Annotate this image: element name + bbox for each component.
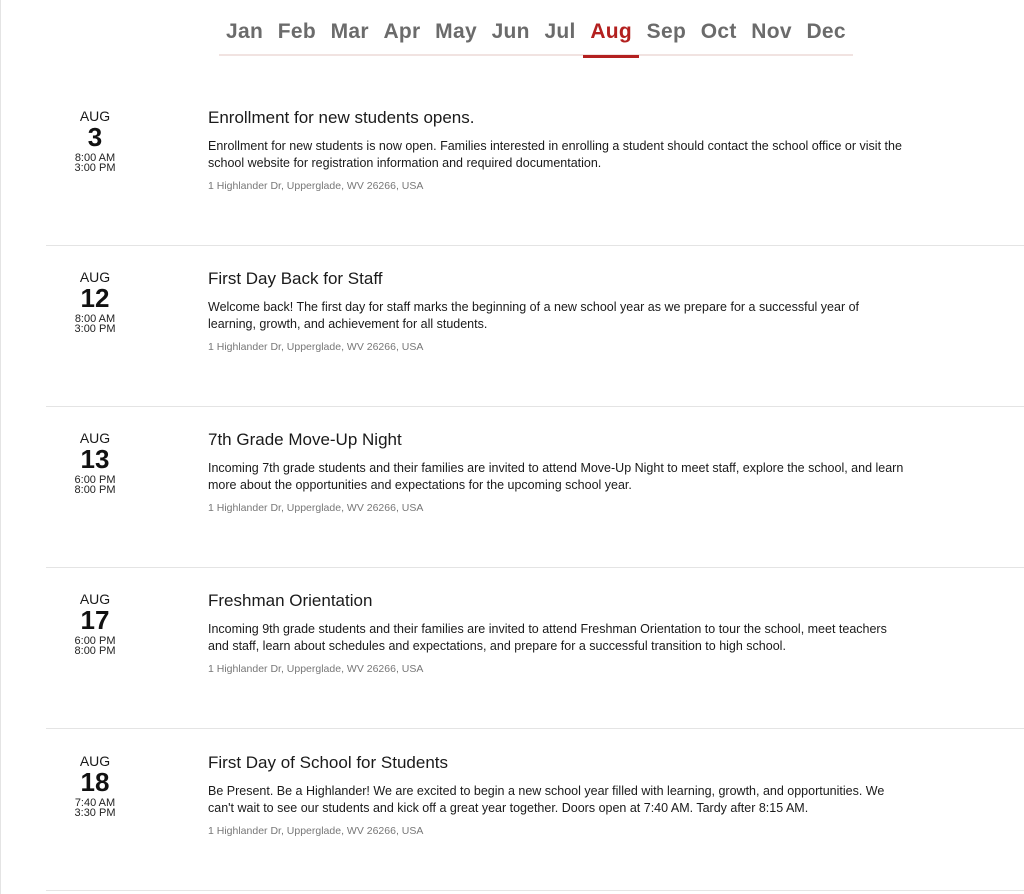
event-end-time: 3:00 PM [74, 323, 116, 335]
tab-mar[interactable]: Mar [330, 20, 369, 43]
event-date [46, 591, 144, 656]
event-description: Welcome back! The first day for staff marks the beginning of a new school year as we prepare for a successful year of learning, growth, and achievement for all students. [208, 300, 860, 331]
tab-apr[interactable]: Apr [383, 20, 421, 43]
event-month: AUG [79, 108, 111, 124]
event-item[interactable] [46, 729, 1024, 891]
event-day: 12 [80, 283, 110, 313]
month-tabs [219, 12, 853, 58]
event-item[interactable] [46, 245, 1024, 407]
event-start-time: 6:00 PM [74, 474, 116, 486]
event-day: 18 [80, 767, 110, 797]
event-description: Enrollment for new students is now open. Families interested in enrolling a student should contact the school office or visit the school website for registration information and required documentation. [208, 139, 902, 170]
event-day: 17 [80, 605, 110, 635]
event-month: AUG [79, 591, 111, 607]
event-date [46, 108, 144, 173]
event-day: 13 [80, 444, 110, 474]
event-title[interactable]: First Day of School for Students [208, 753, 448, 772]
event-end-time: 8:00 PM [74, 645, 116, 657]
event-item[interactable] [46, 406, 1024, 568]
event-start-time: 7:40 AM [74, 797, 116, 809]
tab-oct[interactable]: Oct [700, 20, 737, 43]
event-title[interactable]: First Day Back for Staff [208, 269, 383, 288]
tab-jul[interactable]: Jul [544, 20, 576, 43]
tab-dec[interactable]: Dec [806, 20, 846, 43]
event-month: AUG [79, 753, 111, 769]
event-month: AUG [79, 269, 111, 285]
tab-nov[interactable]: Nov [751, 20, 792, 43]
event-start-time: 6:00 PM [74, 635, 116, 647]
tab-sep[interactable]: Sep [646, 20, 687, 43]
event-end-time: 3:00 PM [74, 162, 116, 174]
page-left-border [0, 0, 1, 894]
event-start-time: 8:00 AM [74, 313, 116, 325]
event-month: AUG [79, 430, 111, 446]
event-item[interactable] [46, 567, 1024, 729]
event-date [46, 430, 144, 495]
event-location: 1 Highlander Dr, Upperglade, WV 26266, USA [208, 341, 424, 353]
event-location: 1 Highlander Dr, Upperglade, WV 26266, USA [208, 663, 424, 675]
tab-jun[interactable]: Jun [491, 20, 530, 43]
event-day: 3 [87, 122, 103, 152]
tab-aug[interactable]: Aug [583, 12, 639, 50]
event-content [208, 591, 908, 675]
event-location: 1 Highlander Dr, Upperglade, WV 26266, USA [208, 502, 424, 514]
event-end-time: 3:30 PM [74, 807, 116, 819]
event-content [208, 108, 908, 192]
event-title[interactable]: Enrollment for new students opens. [208, 108, 475, 127]
event-description: Incoming 9th grade students and their families are invited to attend Freshman Orientation to tour the school, meet teachers and staff, learn about schedules and expectations, and prepare for a successful transition to high school. [208, 622, 887, 653]
event-location: 1 Highlander Dr, Upperglade, WV 26266, USA [208, 180, 424, 192]
event-description: Incoming 7th grade students and their families are invited to attend Move-Up Night to meet staff, explore the school, and learn more about the opportunities and expectations for the upcoming school year. [208, 461, 904, 492]
tab-may[interactable]: May [435, 20, 477, 43]
event-content [208, 430, 908, 514]
event-date [46, 753, 144, 818]
event-content [208, 269, 908, 353]
event-content [208, 753, 908, 837]
event-end-time: 8:00 PM [74, 484, 116, 496]
event-title[interactable]: Freshman Orientation [208, 591, 373, 610]
event-title[interactable]: 7th Grade Move-Up Night [208, 430, 402, 449]
event-date [46, 269, 144, 334]
tab-feb[interactable]: Feb [277, 20, 316, 43]
event-location: 1 Highlander Dr, Upperglade, WV 26266, USA [208, 825, 424, 837]
event-item[interactable] [46, 84, 1024, 246]
event-start-time: 8:00 AM [74, 152, 116, 164]
event-description: Be Present. Be a Highlander! We are excited to begin a new school year filled with learning, growth, and opportunities. We can't wait to see our students and kick off a great year together. Doors open at 7:40 AM. Tardy after 8:15 AM. [208, 784, 885, 815]
tab-jan[interactable]: Jan [226, 20, 264, 43]
